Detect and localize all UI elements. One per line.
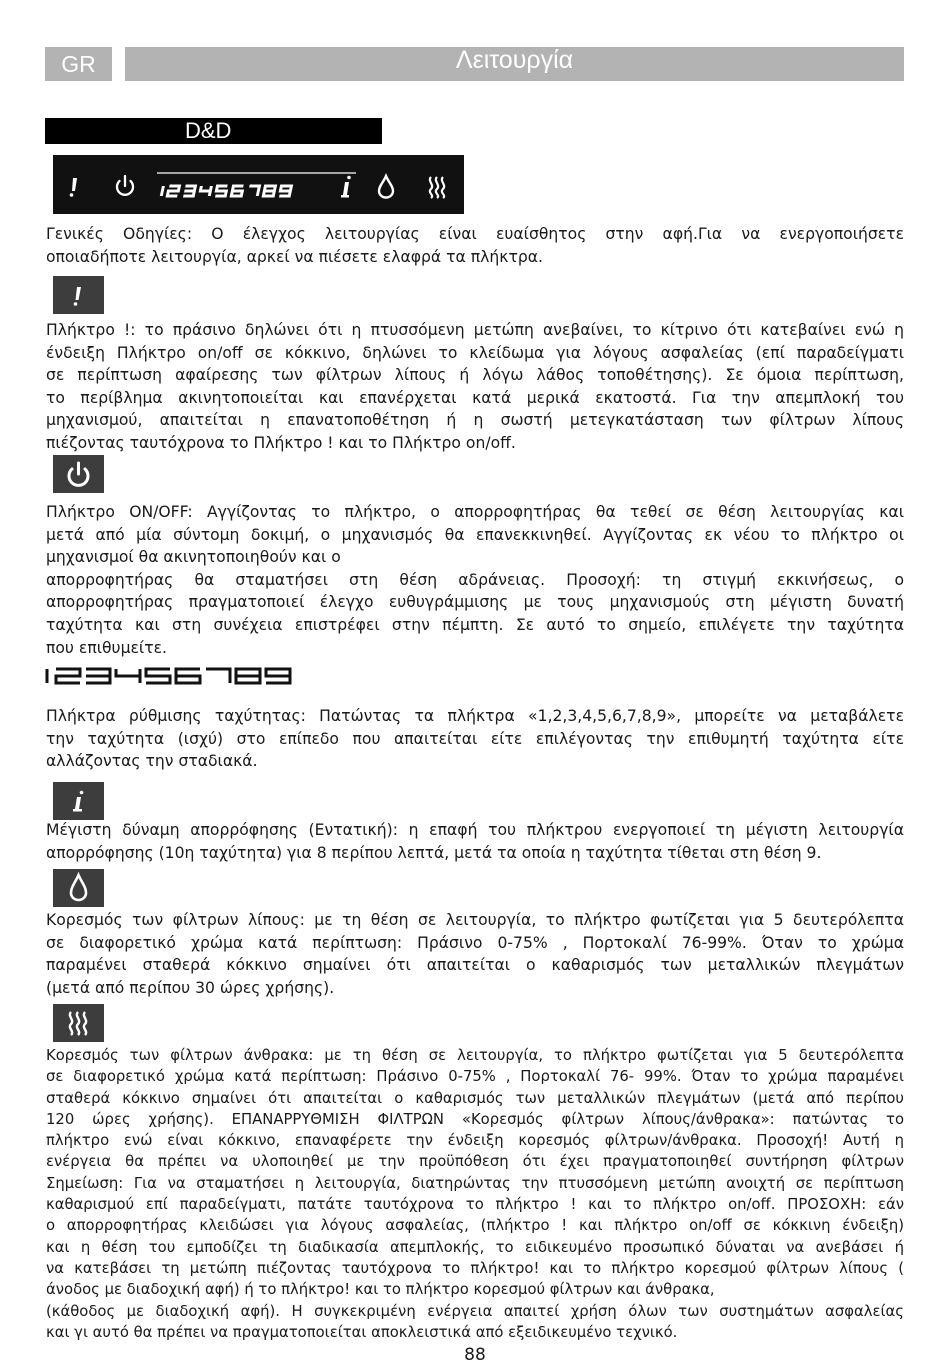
text-line: μηχανισμού, απαιτείται η επανατοποθέτηση ή η σωστή μετεγκατάσταση των φίλτρων λίπους — [46, 411, 904, 430]
text-line: Γενικές Οδηγίες: Ο έλεγχος λειτουργίας είναι ευαίσθητος στην αφή.Για να ενεργοποιήσετε — [46, 225, 904, 243]
text-line: Σημείωση: Για να σταματήσει η λειτουργία, διατηρώντας την πτυσσόμενη μετώπη ανοιχτή σε περίπτωση — [46, 1174, 904, 1192]
power-icon — [117, 176, 133, 195]
speed-digits-graphic — [44, 667, 316, 685]
text-line: ταχύτητα και στη συνέχεια επιστρέφει στην πέμπτη. Σε αυτό το σημείο, επιλέγετε την ταχύτητα — [46, 615, 904, 634]
text-line: άνοδος με διαδοχική αφή) ή το πλήκτρο! και το πλήκτρο κορεσμού φίλτρων και άνθρακα, — [46, 1281, 715, 1299]
language-tab: GR — [45, 47, 112, 81]
text-line: που επιθυμείτε. — [46, 638, 167, 657]
carbon-filter-icon — [430, 177, 444, 198]
page-title: Λειτουργία — [125, 47, 904, 81]
power-icon — [53, 455, 104, 493]
text-line: μηχανισμοί θα ακινητοποιηθούν και ο — [46, 548, 341, 567]
control-panel-image — [53, 155, 464, 214]
text-line: Πλήκτρο ON/OFF: Αγγίζοντας το πλήκτρο, ο απορροφητήρας θα τεθεί σε θέση λειτουργίας και — [46, 503, 904, 521]
text-line: μετά από μία σύντομη δοκιμή, ο μηχανισμός θα επανεκκινηθεί. Αγγίζοντας εκ νέου το πλήκτρο οι — [46, 525, 904, 544]
warning-icon — [70, 178, 77, 197]
text-line: Κορεσμός των φίλτρων άνθρακα: με τη θέση σε λειτουργία, το πλήκτρο φωτίζεται για 5 δευτερόλεπτα — [46, 1047, 904, 1064]
warning-icon — [53, 276, 104, 314]
intensive-icon — [341, 176, 351, 198]
warning-key-description — [46, 319, 904, 455]
carbon-filter-icon — [53, 1004, 104, 1042]
text-line: πιέζοντας ταυτόχρονα το Πλήκτρο ! και το Πλήκτρο on/off. — [46, 433, 516, 452]
page-number: 88 — [464, 1345, 486, 1364]
text-line: σε διαφορετικό χρώμα κατά περίπτωση: Πράσινο 0-75% , Πορτοκαλί 76-99%. Όταν το χρώμα — [46, 933, 904, 952]
power-key-icon — [53, 455, 104, 493]
text-line: (κάθοδος με διαδοχική αφή). Η συγκεκριμένη ενέργεια απαιτεί χρήση όλων των συστημάτων ασφαλείας — [46, 1302, 904, 1320]
text-line: απορροφητήρας θα σταματήσει στη θέση αδράνειας. Προσοχή: τη στιγμή εκκινήσεως, ο — [46, 570, 904, 589]
text-line: πλήκτρο ενώ είναι κόκκινο, επαναφέρετε την ένδειξη κορεσμός φίλτρων/άνθρακα. Προσοχή! Αυτή η — [46, 1132, 904, 1150]
text-line: παραμένει σταθερά κόκκινο σημαίνει ότι απαιτείται ο καθαρισμός των μεταλλικών πλεγμάτων — [46, 956, 904, 975]
text-line: Κορεσμός των φίλτρων λίπους: με τη θέση σε λειτουργία, το πλήκτρο φωτίζεται για 5 δευτερόλεπτα — [46, 911, 904, 929]
text-line: σε διαφορετικό χρώμα κατά περίπτωση: Πράσινο 0-75% , Πορτοκαλί 76- 99%. Όταν το χρώμα παραμένει — [46, 1068, 904, 1086]
speed-keys-description — [46, 705, 904, 773]
intensive-icon — [53, 782, 104, 820]
warning-key-icon — [53, 276, 104, 314]
model-label-bar — [45, 118, 382, 144]
text-line: (μετά από περίπου 30 ώρες χρήσης). — [46, 978, 335, 997]
carbon-filter-description — [46, 1045, 904, 1343]
text-line: απορροφητήρας πραγματοποιεί έλεγχο ευθυγράμμισης με τους μηχανισμούς στη μέγιστη δυνατή — [46, 593, 904, 612]
text-line: καθαρισμού επί παραδείγματι, πατάτε ταυτόχρονα το πλήκτρο ! και το πλήκτρο on/off. ΠΡΟΣΟΧΗ: εάν — [46, 1196, 904, 1214]
intensive-key-description — [46, 819, 904, 864]
text-line: ενέργεια θα πρέπει να υλοποιηθεί με την προϋπόθεση ότι έχει πραγματοποιηθεί συντήρηση φίλτρων — [46, 1153, 904, 1171]
grease-filter-key-icon — [53, 869, 104, 907]
text-line: οποιαδήποτε λειτουργία, αρκεί να πιέσετε ελαφρά τα πλήκτρα. — [46, 247, 543, 266]
carbon-filter-key-icon — [53, 1004, 104, 1042]
grease-drop-icon — [53, 869, 104, 907]
text-line: ένδειξη Πλήκτρο on/off σε κόκκινο, δηλώνει το κλείδωμα για λόγους ασφαλείας (επί παραδείγματι — [46, 343, 904, 362]
text-line: Πλήκτρα ρύθμισης ταχύτητας: Πατώντας τα πλήκτρα «1,2,3,4,5,6,7,8,9», μπορείτε να μεταβάλετε — [46, 707, 904, 725]
text-line: αλλάζοντας την σταδιακά. — [46, 752, 258, 771]
text-line: σταθερά κόκκινο σημαίνει ότι απαιτείται ο καθαρισμός των μεταλλικών πλεγμάτων (μετά από περίπου — [46, 1089, 904, 1107]
text-line: σε περίπτωση αφαίρεσης των φίλτρων λίπους ή λόγω λάθος τοποθέτησης). Σε όμοια περίπτωση, — [46, 366, 904, 385]
text-line: ο απορροφητήρας κλειδώσει για λόγους ασφαλείας, (πλήκτρο ! και πλήκτρο on/off σε κόκκινη ένδειξη) — [46, 1217, 904, 1235]
grease-filter-description — [46, 909, 904, 999]
text-line: το περίβλημα ακινητοποιείται και επανέρχεται κατά μερικά εκατοστά. Για την απεμπλοκή του — [46, 388, 904, 407]
text-line: 120 ώρες χρήσης). ΕΠΑΝΑΡΡΥΘΜΙΣΗ ΦΙΛΤΡΩΝ «Κορεσμός φίλτρων λίπους/άνθρακα»: πατώντας το — [46, 1110, 904, 1128]
text-line: απορρόφησης (10η ταχύτητα) για 8 περίπου λεπτά, μετά τα οποία η ταχύτητα τίθεται στη θέση 9. — [46, 843, 822, 862]
speed-digits-icon — [44, 667, 316, 689]
text-line: Μέγιστη δύναμη απορρόφησης (Εντατική): η επαφή του πλήκτρου ενεργοποιεί τη μέγιστη λειτουργία — [46, 821, 904, 839]
grease-drop-icon — [379, 176, 393, 198]
text-line: να κατεβάσει τη μετώπη πιέζοντας ταυτόχρονα το πλήκτρο! και το πλήκτρο κορεσμού φίλτρων λίπους ( — [46, 1259, 904, 1277]
intensive-key-icon — [53, 782, 104, 820]
text-line: Πλήκτρο !: το πράσινο δηλώνει ότι η πτυσσόμενη μετώπη ανεβαίνει, το κίτρινο ότι κατεβαίνει ενώ η — [46, 321, 904, 339]
general-instructions — [46, 223, 904, 268]
text-line: και γι αυτό θα πρέπει να πραγματοποιείται αποκλειστικά από εξειδικευμένο τεχνικό. — [46, 1323, 678, 1341]
control-panel-graphic — [53, 155, 464, 214]
model-label: D&D — [185, 118, 232, 143]
speed-digits-icon — [161, 186, 291, 196]
power-key-description — [46, 501, 904, 659]
text-line: και η θέση του εμποδίζει τη διαδικασία απεμπλοκής, το ειδικευμένο προσωπικό δύναται να ανεβάσει ή — [46, 1238, 904, 1256]
text-line: την ταχύτητα (ισχύ) στο επίπεδο που απαιτείται είτε επιλέγοντας την επιθυμητή ταχύτητα είτε — [46, 729, 904, 748]
